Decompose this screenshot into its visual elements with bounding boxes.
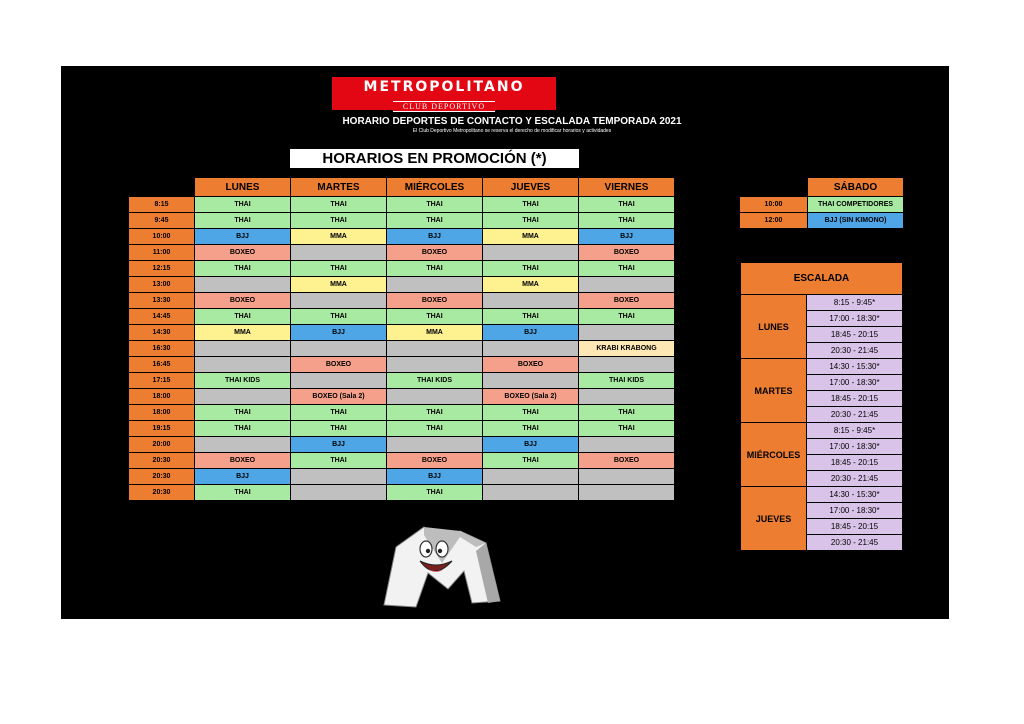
class-cell [195, 357, 291, 373]
class-cell: THAI [291, 197, 387, 213]
class-cell [579, 325, 675, 341]
climbing-slot-cell: 17:00 - 18:30* [807, 439, 903, 455]
class-cell [291, 245, 387, 261]
time-cell: 20:30 [129, 485, 195, 501]
class-cell [579, 437, 675, 453]
table-row [129, 485, 675, 501]
time-cell: 18:00 [129, 405, 195, 421]
climbing-slot-cell: 20:30 - 21:45 [807, 407, 903, 423]
class-cell: KRABI KRABONG [579, 341, 675, 357]
climbing-slot-cell: 20:30 - 21:45 [807, 535, 903, 551]
header-corner [129, 178, 195, 197]
table-row [741, 487, 903, 503]
day-header: MARTES [291, 178, 387, 197]
class-cell: THAI [195, 485, 291, 501]
class-cell: BOXEO (Sala 2) [291, 389, 387, 405]
table-row [741, 359, 903, 375]
table-row [129, 389, 675, 405]
class-cell: THAI [387, 485, 483, 501]
climbing-slot-cell: 17:00 - 18:30* [807, 375, 903, 391]
class-cell: THAI [483, 213, 579, 229]
class-cell [483, 245, 579, 261]
class-cell: THAI [387, 309, 483, 325]
class-cell: THAI [195, 261, 291, 277]
class-cell [483, 469, 579, 485]
time-cell: 13:30 [129, 293, 195, 309]
table-row [129, 341, 675, 357]
class-cell [195, 437, 291, 453]
class-cell: THAI [195, 421, 291, 437]
class-cell: THAI [483, 197, 579, 213]
class-cell [387, 437, 483, 453]
time-cell: 16:30 [129, 341, 195, 357]
table-row [129, 213, 675, 229]
table-row [129, 245, 675, 261]
class-cell: BOXEO [579, 245, 675, 261]
time-cell: 14:45 [129, 309, 195, 325]
time-cell: 20:30 [129, 453, 195, 469]
class-cell: THAI [291, 213, 387, 229]
class-cell: BJJ [483, 437, 579, 453]
class-cell [195, 389, 291, 405]
table-row [129, 453, 675, 469]
class-cell: THAI [579, 405, 675, 421]
class-cell: THAI KIDS [579, 373, 675, 389]
table-row [741, 423, 903, 439]
climbing-header: ESCALADA [741, 263, 903, 295]
class-cell [579, 485, 675, 501]
table-row [741, 295, 903, 311]
climbing-slot-cell: 18:45 - 20:15 [807, 519, 903, 535]
logo-brand: METROPOLITANO [363, 79, 525, 95]
saturday-schedule-table [739, 177, 904, 229]
class-cell [387, 341, 483, 357]
class-cell: BOXEO [195, 293, 291, 309]
climbing-slot-cell: 18:45 - 20:15 [807, 391, 903, 407]
class-cell: BJJ [387, 229, 483, 245]
class-cell: THAI [483, 453, 579, 469]
table-row [129, 373, 675, 389]
climbing-slot-cell: 17:00 - 18:30* [807, 311, 903, 327]
day-header: VIERNES [579, 178, 675, 197]
day-header: JUEVES [483, 178, 579, 197]
climbing-header-row [741, 263, 903, 295]
class-cell: BJJ [387, 469, 483, 485]
class-cell: BJJ [291, 325, 387, 341]
class-cell: BJJ [291, 437, 387, 453]
class-cell: THAI [291, 453, 387, 469]
class-cell [483, 373, 579, 389]
time-cell: 20:30 [129, 469, 195, 485]
class-cell [195, 277, 291, 293]
class-cell: MMA [483, 277, 579, 293]
saturday-header-row [740, 178, 904, 197]
club-logo [332, 77, 556, 110]
class-cell [579, 469, 675, 485]
class-cell: THAI KIDS [195, 373, 291, 389]
class-cell: THAI [195, 213, 291, 229]
class-cell [291, 485, 387, 501]
class-cell: THAI [195, 197, 291, 213]
class-cell [291, 293, 387, 309]
class-cell: MMA [195, 325, 291, 341]
class-cell: BOXEO [291, 357, 387, 373]
class-cell: THAI [483, 421, 579, 437]
class-cell: BJJ (SIN KIMONO) [808, 213, 904, 229]
class-cell: THAI [291, 309, 387, 325]
class-cell: MMA [387, 325, 483, 341]
class-cell: THAI [579, 197, 675, 213]
table-row [129, 293, 675, 309]
table-row [740, 197, 904, 213]
page-subtitle: El Club Deportivo Metropolitano se reserva el derecho de modificar horarios y actividades [412, 128, 612, 134]
class-cell: THAI [387, 405, 483, 421]
class-cell [291, 341, 387, 357]
climbing-slot-cell: 18:45 - 20:15 [807, 327, 903, 343]
climbing-schedule-table [740, 262, 903, 551]
class-cell: MMA [483, 229, 579, 245]
class-cell: THAI COMPETIDORES [808, 197, 904, 213]
class-cell: BOXEO [195, 245, 291, 261]
promo-banner: HORARIOS EN PROMOCIÓN (*) [290, 149, 579, 168]
table-row [129, 469, 675, 485]
class-cell: BJJ [195, 229, 291, 245]
class-cell [291, 373, 387, 389]
class-cell: BOXEO [579, 453, 675, 469]
climbing-slot-cell: 18:45 - 20:15 [807, 455, 903, 471]
class-cell: BOXEO [195, 453, 291, 469]
class-cell [291, 469, 387, 485]
class-cell: THAI KIDS [387, 373, 483, 389]
class-cell [579, 277, 675, 293]
climbing-slot-cell: 8:15 - 9:45* [807, 295, 903, 311]
class-cell: THAI [579, 309, 675, 325]
time-cell: 8:15 [129, 197, 195, 213]
class-cell: THAI [483, 405, 579, 421]
class-cell: THAI [579, 261, 675, 277]
time-cell: 20:00 [129, 437, 195, 453]
mascot-m-icon [376, 517, 506, 609]
class-cell: THAI [387, 261, 483, 277]
logo-sub: CLUB DEPORTIVO [393, 101, 495, 112]
class-cell: MMA [291, 229, 387, 245]
class-cell: THAI [483, 309, 579, 325]
day-header: MIÉRCOLES [387, 178, 483, 197]
class-cell: THAI [387, 213, 483, 229]
climbing-slot-cell: 20:30 - 21:45 [807, 343, 903, 359]
class-cell: THAI [387, 421, 483, 437]
time-cell: 9:45 [129, 213, 195, 229]
time-cell: 19:15 [129, 421, 195, 437]
table-row [129, 229, 675, 245]
class-cell [579, 357, 675, 373]
class-cell: BJJ [579, 229, 675, 245]
time-cell: 12:00 [740, 213, 808, 229]
table-row [129, 277, 675, 293]
time-cell: 13:00 [129, 277, 195, 293]
class-cell: BJJ [195, 469, 291, 485]
class-cell: THAI [291, 405, 387, 421]
class-cell: BOXEO [387, 453, 483, 469]
class-cell [579, 389, 675, 405]
class-cell: BOXEO [579, 293, 675, 309]
table-row [129, 325, 675, 341]
class-cell [483, 341, 579, 357]
class-cell: THAI [579, 213, 675, 229]
climbing-slot-cell: 14:30 - 15:30* [807, 487, 903, 503]
climbing-day-cell: JUEVES [741, 487, 807, 551]
climbing-slot-cell: 20:30 - 21:45 [807, 471, 903, 487]
class-cell: THAI [195, 405, 291, 421]
time-cell: 12:15 [129, 261, 195, 277]
saturday-header: SÁBADO [808, 178, 904, 197]
table-row [129, 261, 675, 277]
class-cell [483, 485, 579, 501]
time-cell: 14:30 [129, 325, 195, 341]
weekly-schedule-table [128, 177, 675, 501]
header-corner [740, 178, 808, 197]
class-cell: BOXEO [387, 245, 483, 261]
table-row [129, 421, 675, 437]
table-row [129, 437, 675, 453]
class-cell: THAI [195, 309, 291, 325]
class-cell: BOXEO [387, 293, 483, 309]
table-row [129, 309, 675, 325]
climbing-day-cell: MIÉRCOLES [741, 423, 807, 487]
time-cell: 10:00 [740, 197, 808, 213]
class-cell: BOXEO (Sala 2) [483, 389, 579, 405]
time-cell: 10:00 [129, 229, 195, 245]
class-cell [387, 277, 483, 293]
class-cell: THAI [483, 261, 579, 277]
climbing-slot-cell: 14:30 - 15:30* [807, 359, 903, 375]
class-cell [195, 341, 291, 357]
table-row [740, 213, 904, 229]
climbing-slot-cell: 17:00 - 18:30* [807, 503, 903, 519]
class-cell [483, 293, 579, 309]
class-cell: MMA [291, 277, 387, 293]
schedule-header-row [129, 178, 675, 197]
climbing-day-cell: LUNES [741, 295, 807, 359]
day-header: LUNES [195, 178, 291, 197]
time-cell: 11:00 [129, 245, 195, 261]
time-cell: 17:15 [129, 373, 195, 389]
climbing-slot-cell: 8:15 - 9:45* [807, 423, 903, 439]
class-cell: THAI [291, 421, 387, 437]
class-cell [387, 389, 483, 405]
class-cell [387, 357, 483, 373]
table-row [129, 405, 675, 421]
class-cell: BJJ [483, 325, 579, 341]
class-cell: THAI [579, 421, 675, 437]
class-cell: THAI [387, 197, 483, 213]
time-cell: 18:00 [129, 389, 195, 405]
class-cell: BOXEO [483, 357, 579, 373]
time-cell: 16:45 [129, 357, 195, 373]
table-row [129, 357, 675, 373]
climbing-day-cell: MARTES [741, 359, 807, 423]
table-row [129, 197, 675, 213]
class-cell: THAI [291, 261, 387, 277]
page-title: HORARIO DEPORTES DE CONTACTO Y ESCALADA TEMPORADA 2021 [342, 116, 682, 127]
